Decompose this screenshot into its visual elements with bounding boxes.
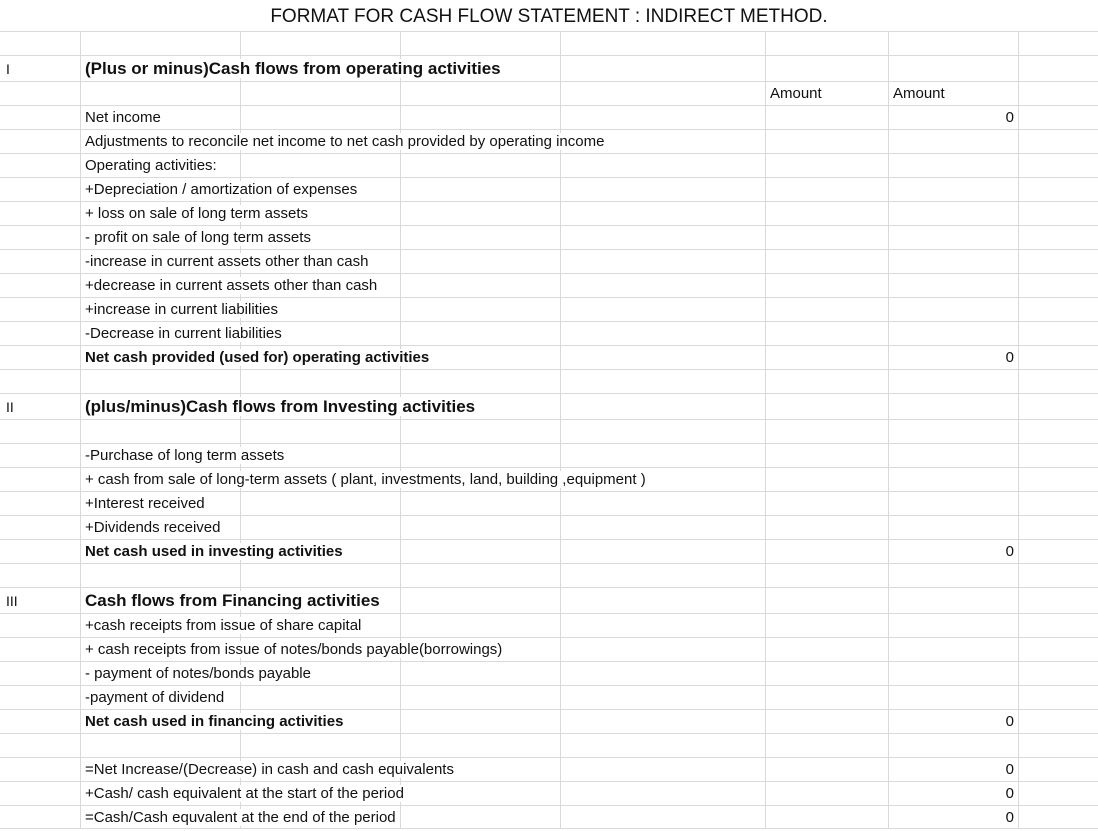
line-item-label: -Decrease in current liabilities: [85, 325, 282, 342]
section-number-cell[interactable]: [0, 226, 80, 249]
empty-cell[interactable]: [240, 82, 400, 105]
empty-cell[interactable]: [400, 806, 560, 828]
table-row: [0, 491, 1098, 515]
empty-cell[interactable]: [765, 346, 888, 369]
line-item-label: Net cash used in investing activities: [85, 543, 343, 560]
line-item-label-cell[interactable]: [80, 710, 344, 733]
section-number-cell[interactable]: [0, 106, 80, 129]
section-number-cell[interactable]: [0, 516, 80, 539]
section-number-cell[interactable]: [0, 420, 80, 443]
empty-cell[interactable]: [765, 492, 888, 515]
empty-cell[interactable]: [400, 274, 560, 297]
empty-cell[interactable]: [400, 686, 560, 709]
empty-cell[interactable]: [240, 154, 400, 177]
amount-cell[interactable]: 0: [888, 106, 1018, 129]
section-number-cell[interactable]: [0, 274, 80, 297]
line-item-label: +Dividends received: [85, 519, 221, 536]
empty-cell[interactable]: [765, 662, 888, 685]
table-row: [0, 637, 1098, 661]
amount-cell[interactable]: [888, 202, 1018, 225]
empty-cell[interactable]: [765, 614, 888, 637]
section-number-cell[interactable]: [0, 638, 80, 661]
table-row: [0, 201, 1098, 225]
empty-cell[interactable]: [1018, 564, 1098, 587]
section-number-cell[interactable]: [0, 202, 80, 225]
empty-cell[interactable]: [1018, 394, 1098, 419]
empty-cell[interactable]: [765, 202, 888, 225]
empty-cell[interactable]: [400, 82, 560, 105]
line-item-label-cell[interactable]: [80, 130, 605, 153]
empty-cell[interactable]: [560, 346, 765, 369]
line-item-label: +decrease in current assets other than cash: [85, 277, 378, 294]
empty-cell[interactable]: [560, 710, 765, 733]
amount-cell[interactable]: [888, 56, 1018, 81]
empty-cell[interactable]: [240, 492, 400, 515]
table-row: [0, 55, 1098, 81]
empty-cell[interactable]: [560, 106, 765, 129]
line-item-label: -increase in current assets other than cash: [85, 253, 369, 270]
amount-cell[interactable]: 0: [888, 782, 1018, 805]
amount-cell[interactable]: [888, 178, 1018, 201]
line-item-label: Operating activities:: [85, 157, 217, 174]
table-row: [0, 249, 1098, 273]
empty-cell[interactable]: [765, 468, 888, 491]
table-row: [0, 419, 1098, 443]
empty-cell[interactable]: [560, 154, 765, 177]
line-item-label: + cash from sale of long-term assets ( plant, investments, land, building ,equipment ): [85, 471, 646, 488]
empty-cell[interactable]: [1018, 32, 1098, 55]
empty-cell[interactable]: [400, 564, 560, 587]
empty-cell[interactable]: [1018, 250, 1098, 273]
empty-cell[interactable]: [400, 710, 560, 733]
line-item-label: (plus/minus)Cash flows from Investing activities: [85, 397, 476, 416]
empty-cell[interactable]: [560, 540, 765, 563]
empty-cell[interactable]: [400, 226, 560, 249]
empty-cell[interactable]: [400, 32, 560, 55]
amount-cell[interactable]: [888, 516, 1018, 539]
section-number-cell[interactable]: [0, 492, 80, 515]
section-number-cell[interactable]: [0, 32, 80, 55]
empty-cell[interactable]: [765, 394, 888, 419]
line-item-label-cell[interactable]: [80, 782, 404, 805]
line-item-label-cell[interactable]: [80, 82, 240, 105]
table-row: [0, 273, 1098, 297]
empty-cell[interactable]: [560, 564, 765, 587]
amount-cell[interactable]: [888, 420, 1018, 443]
sheet-title: FORMAT FOR CASH FLOW STATEMENT : INDIRECT METHOD.: [270, 6, 828, 27]
empty-cell[interactable]: [1018, 346, 1098, 369]
line-item-label: Net cash provided (used for) operating activities: [85, 349, 430, 366]
line-item-label-cell[interactable]: [80, 638, 503, 661]
empty-cell[interactable]: [560, 56, 765, 81]
amount-cell[interactable]: [888, 394, 1018, 419]
empty-cell[interactable]: [400, 298, 560, 321]
amount-cell[interactable]: 0: [888, 540, 1018, 563]
amount-cell[interactable]: [888, 686, 1018, 709]
table-row: [0, 805, 1098, 829]
empty-cell[interactable]: [765, 370, 888, 393]
section-number-cell[interactable]: [0, 154, 80, 177]
empty-cell[interactable]: [560, 516, 765, 539]
empty-cell[interactable]: [1018, 468, 1098, 491]
empty-cell[interactable]: [400, 492, 560, 515]
empty-cell[interactable]: [400, 540, 560, 563]
empty-cell[interactable]: [1018, 154, 1098, 177]
amount-cell[interactable]: [888, 154, 1018, 177]
section-number-cell[interactable]: [0, 322, 80, 345]
empty-cell[interactable]: [400, 154, 560, 177]
table-row: [0, 781, 1098, 805]
empty-cell[interactable]: [400, 734, 560, 757]
empty-cell[interactable]: [1018, 274, 1098, 297]
empty-cell[interactable]: [560, 588, 765, 613]
line-item-label: +Depreciation / amortization of expenses: [85, 181, 358, 198]
empty-cell[interactable]: [560, 226, 765, 249]
line-item-label-cell[interactable]: [80, 56, 501, 81]
amount-cell[interactable]: 0: [888, 758, 1018, 781]
empty-cell[interactable]: [1018, 420, 1098, 443]
empty-cell[interactable]: [560, 250, 765, 273]
line-item-label-cell[interactable]: [80, 540, 343, 563]
empty-cell[interactable]: [560, 734, 765, 757]
empty-cell[interactable]: [765, 516, 888, 539]
table-row: [0, 321, 1098, 345]
amount-cell[interactable]: [888, 614, 1018, 637]
line-item-label-cell[interactable]: [80, 444, 285, 467]
section-number-cell[interactable]: [0, 468, 80, 491]
line-item-label-cell[interactable]: [80, 468, 646, 491]
table-row: [0, 297, 1098, 321]
empty-cell[interactable]: [400, 178, 560, 201]
amount-cell[interactable]: [888, 226, 1018, 249]
section-number-cell[interactable]: [0, 130, 80, 153]
empty-cell[interactable]: [560, 322, 765, 345]
line-item-label-cell[interactable]: [80, 394, 476, 419]
line-item-label: Cash flows from Financing activities: [85, 591, 380, 610]
empty-cell[interactable]: [1018, 178, 1098, 201]
amount-cell[interactable]: [888, 322, 1018, 345]
empty-cell[interactable]: [1018, 662, 1098, 685]
empty-cell[interactable]: [560, 638, 765, 661]
empty-cell[interactable]: [765, 106, 888, 129]
empty-cell[interactable]: [1018, 322, 1098, 345]
empty-cell[interactable]: [400, 662, 560, 685]
section-number-cell[interactable]: I: [6, 61, 10, 77]
empty-cell[interactable]: [765, 56, 888, 81]
amount-header-cell[interactable]: Amount: [888, 82, 1018, 105]
empty-cell[interactable]: [1018, 710, 1098, 733]
table-row: [0, 515, 1098, 539]
empty-cell[interactable]: [240, 516, 400, 539]
table-row: [0, 345, 1098, 369]
empty-cell[interactable]: [560, 420, 765, 443]
section-number-cell[interactable]: [0, 298, 80, 321]
empty-cell[interactable]: [765, 710, 888, 733]
empty-cell[interactable]: [560, 82, 765, 105]
empty-cell[interactable]: [765, 322, 888, 345]
table-row: [0, 563, 1098, 587]
section-number-cell[interactable]: [0, 540, 80, 563]
empty-cell[interactable]: [560, 758, 765, 781]
amount-cell[interactable]: [888, 298, 1018, 321]
section-number-cell[interactable]: [0, 806, 80, 828]
empty-cell[interactable]: [400, 420, 560, 443]
section-number-cell[interactable]: [0, 370, 80, 393]
empty-cell[interactable]: [560, 274, 765, 297]
empty-cell[interactable]: [1018, 82, 1098, 105]
table-row: [0, 81, 1098, 105]
section-number-cell[interactable]: II: [6, 399, 14, 415]
table-row: [0, 467, 1098, 491]
line-item-label: =Cash/Cash equvalent at the end of the period: [85, 809, 396, 826]
amount-cell[interactable]: [888, 734, 1018, 757]
line-item-label-cell[interactable]: [80, 806, 396, 828]
empty-cell[interactable]: [765, 588, 888, 613]
empty-cell[interactable]: [765, 540, 888, 563]
empty-cell[interactable]: [240, 734, 400, 757]
empty-cell[interactable]: [560, 614, 765, 637]
table-row: [0, 153, 1098, 177]
empty-cell[interactable]: [765, 32, 888, 55]
empty-cell[interactable]: [1018, 516, 1098, 539]
empty-cell[interactable]: [765, 420, 888, 443]
table-row: [0, 105, 1098, 129]
section-number-cell[interactable]: [0, 686, 80, 709]
line-item-label-cell[interactable]: [80, 298, 279, 321]
line-item-label-cell[interactable]: [80, 614, 362, 637]
line-item-label: +increase in current liabilities: [85, 301, 279, 318]
section-number-cell[interactable]: [0, 564, 80, 587]
empty-cell[interactable]: [1018, 130, 1098, 153]
line-item-label-cell[interactable]: [80, 226, 311, 249]
line-item-label: - payment of notes/bonds payable: [85, 665, 311, 682]
table-row: [0, 709, 1098, 733]
table-row: [0, 177, 1098, 201]
line-item-label: + loss on sale of long term assets: [85, 205, 309, 222]
empty-cell[interactable]: [1018, 614, 1098, 637]
empty-cell[interactable]: [1018, 638, 1098, 661]
section-number-cell[interactable]: III: [6, 593, 18, 609]
empty-cell[interactable]: [765, 782, 888, 805]
line-item-label: -Purchase of long term assets: [85, 447, 285, 464]
empty-cell[interactable]: [560, 394, 765, 419]
amount-cell[interactable]: [888, 468, 1018, 491]
line-item-label-cell[interactable]: [80, 588, 380, 613]
line-item-label-cell[interactable]: [80, 686, 240, 709]
empty-cell[interactable]: [240, 686, 400, 709]
line-item-label-cell[interactable]: [80, 274, 378, 297]
table-row: [0, 31, 1098, 55]
empty-cell[interactable]: [1018, 298, 1098, 321]
amount-cell[interactable]: 0: [888, 710, 1018, 733]
empty-cell[interactable]: [400, 516, 560, 539]
empty-cell[interactable]: [240, 106, 400, 129]
line-item-label: +Cash/ cash equivalent at the start of the period: [85, 785, 404, 802]
empty-cell[interactable]: [400, 322, 560, 345]
table-row: [0, 613, 1098, 637]
empty-cell[interactable]: [1018, 370, 1098, 393]
table-row: [0, 685, 1098, 709]
empty-cell[interactable]: [400, 202, 560, 225]
line-item-label: (Plus or minus)Cash flows from operating activities: [85, 59, 501, 78]
amount-cell[interactable]: [888, 444, 1018, 467]
empty-cell[interactable]: [1018, 226, 1098, 249]
line-item-label-cell[interactable]: [80, 564, 240, 587]
empty-cell[interactable]: [1018, 202, 1098, 225]
table-row: [0, 225, 1098, 249]
empty-cell[interactable]: [400, 370, 560, 393]
line-item-label-cell[interactable]: [80, 346, 430, 369]
empty-cell[interactable]: [1018, 106, 1098, 129]
line-item-label: Net income: [85, 109, 161, 126]
section-number-cell[interactable]: [0, 614, 80, 637]
empty-cell[interactable]: [240, 420, 400, 443]
empty-cell[interactable]: [765, 564, 888, 587]
table-row: [0, 393, 1098, 419]
line-item-label-cell[interactable]: [80, 202, 309, 225]
amount-cell[interactable]: [888, 32, 1018, 55]
empty-cell[interactable]: [1018, 758, 1098, 781]
empty-cell[interactable]: [400, 614, 560, 637]
line-item-label-cell[interactable]: [80, 758, 454, 781]
empty-cell[interactable]: [400, 444, 560, 467]
section-number-cell[interactable]: [0, 178, 80, 201]
empty-cell[interactable]: [765, 734, 888, 757]
table-row: [0, 661, 1098, 685]
table-row: [0, 369, 1098, 393]
amount-cell[interactable]: [888, 130, 1018, 153]
line-item-label: +Interest received: [85, 495, 205, 512]
empty-cell[interactable]: [240, 564, 400, 587]
line-item-label: Net cash used in financing activities: [85, 713, 344, 730]
section-number-cell[interactable]: [0, 444, 80, 467]
empty-cell[interactable]: [240, 370, 400, 393]
empty-cell[interactable]: [1018, 444, 1098, 467]
empty-cell[interactable]: [1018, 782, 1098, 805]
empty-cell[interactable]: [560, 782, 765, 805]
empty-cell[interactable]: [240, 32, 400, 55]
spreadsheet-grid: [0, 31, 1098, 829]
table-row: [0, 443, 1098, 467]
line-item-label-cell[interactable]: [80, 322, 282, 345]
empty-cell[interactable]: [560, 32, 765, 55]
empty-cell[interactable]: [765, 154, 888, 177]
empty-cell[interactable]: [1018, 734, 1098, 757]
line-item-label-cell[interactable]: [80, 32, 240, 55]
amount-cell[interactable]: [888, 274, 1018, 297]
empty-cell[interactable]: [765, 178, 888, 201]
empty-cell[interactable]: [560, 370, 765, 393]
amount-cell[interactable]: [888, 564, 1018, 587]
line-item-label-cell[interactable]: [80, 154, 240, 177]
empty-cell[interactable]: [765, 638, 888, 661]
empty-cell[interactable]: [1018, 686, 1098, 709]
empty-cell[interactable]: [560, 686, 765, 709]
empty-cell[interactable]: [560, 806, 765, 828]
table-row: [0, 587, 1098, 613]
empty-cell[interactable]: [400, 588, 560, 613]
empty-cell[interactable]: [765, 274, 888, 297]
amount-cell[interactable]: [888, 370, 1018, 393]
amount-cell[interactable]: 0: [888, 806, 1018, 828]
empty-cell[interactable]: [1018, 588, 1098, 613]
amount-cell[interactable]: 0: [888, 346, 1018, 369]
line-item-label: -payment of dividend: [85, 689, 225, 706]
section-number-cell[interactable]: [0, 734, 80, 757]
line-item-label: + cash receipts from issue of notes/bonds payable(borrowings): [85, 641, 503, 658]
line-item-label: =Net Increase/(Decrease) in cash and cash equivalents: [85, 761, 454, 778]
empty-cell[interactable]: [1018, 492, 1098, 515]
line-item-label: - profit on sale of long term assets: [85, 229, 311, 246]
line-item-label-cell[interactable]: [80, 106, 240, 129]
line-item-label-cell[interactable]: [80, 370, 240, 393]
table-row: [0, 129, 1098, 153]
empty-cell[interactable]: [765, 250, 888, 273]
section-number-cell[interactable]: [0, 662, 80, 685]
empty-cell[interactable]: [560, 202, 765, 225]
section-number-cell[interactable]: [0, 782, 80, 805]
empty-cell[interactable]: [765, 686, 888, 709]
amount-header-cell[interactable]: Amount: [765, 82, 888, 105]
empty-cell[interactable]: [400, 250, 560, 273]
empty-cell[interactable]: [560, 444, 765, 467]
line-item-label-cell[interactable]: [80, 516, 240, 539]
line-item-label-cell[interactable]: [80, 250, 369, 273]
empty-cell[interactable]: [765, 226, 888, 249]
empty-cell[interactable]: [765, 806, 888, 828]
section-number-cell[interactable]: [0, 710, 80, 733]
empty-cell[interactable]: [560, 662, 765, 685]
line-item-label-cell[interactable]: [80, 734, 240, 757]
table-row: [0, 757, 1098, 781]
amount-cell[interactable]: [888, 492, 1018, 515]
empty-cell[interactable]: [1018, 540, 1098, 563]
line-item-label-cell[interactable]: [80, 662, 311, 685]
line-item-label-cell[interactable]: [80, 420, 240, 443]
section-number-cell[interactable]: [0, 758, 80, 781]
amount-cell[interactable]: [888, 588, 1018, 613]
empty-cell[interactable]: [765, 444, 888, 467]
amount-cell[interactable]: [888, 662, 1018, 685]
empty-cell[interactable]: [765, 298, 888, 321]
empty-cell[interactable]: [560, 492, 765, 515]
table-row: [0, 539, 1098, 563]
table-row: [0, 733, 1098, 757]
line-item-label: Adjustments to reconcile net income to net cash provided by operating income: [85, 133, 605, 150]
empty-cell[interactable]: [560, 298, 765, 321]
section-number-cell[interactable]: [0, 250, 80, 273]
empty-cell[interactable]: [765, 758, 888, 781]
amount-cell[interactable]: [888, 638, 1018, 661]
empty-cell[interactable]: [1018, 56, 1098, 81]
section-number-cell[interactable]: [0, 346, 80, 369]
empty-cell[interactable]: [1018, 806, 1098, 828]
line-item-label: +cash receipts from issue of share capital: [85, 617, 362, 634]
empty-cell[interactable]: [560, 178, 765, 201]
amount-cell[interactable]: [888, 250, 1018, 273]
line-item-label-cell[interactable]: [80, 178, 358, 201]
empty-cell[interactable]: [765, 130, 888, 153]
empty-cell[interactable]: [400, 782, 560, 805]
line-item-label-cell[interactable]: [80, 492, 240, 515]
empty-cell[interactable]: [400, 106, 560, 129]
section-number-cell[interactable]: [0, 82, 80, 105]
